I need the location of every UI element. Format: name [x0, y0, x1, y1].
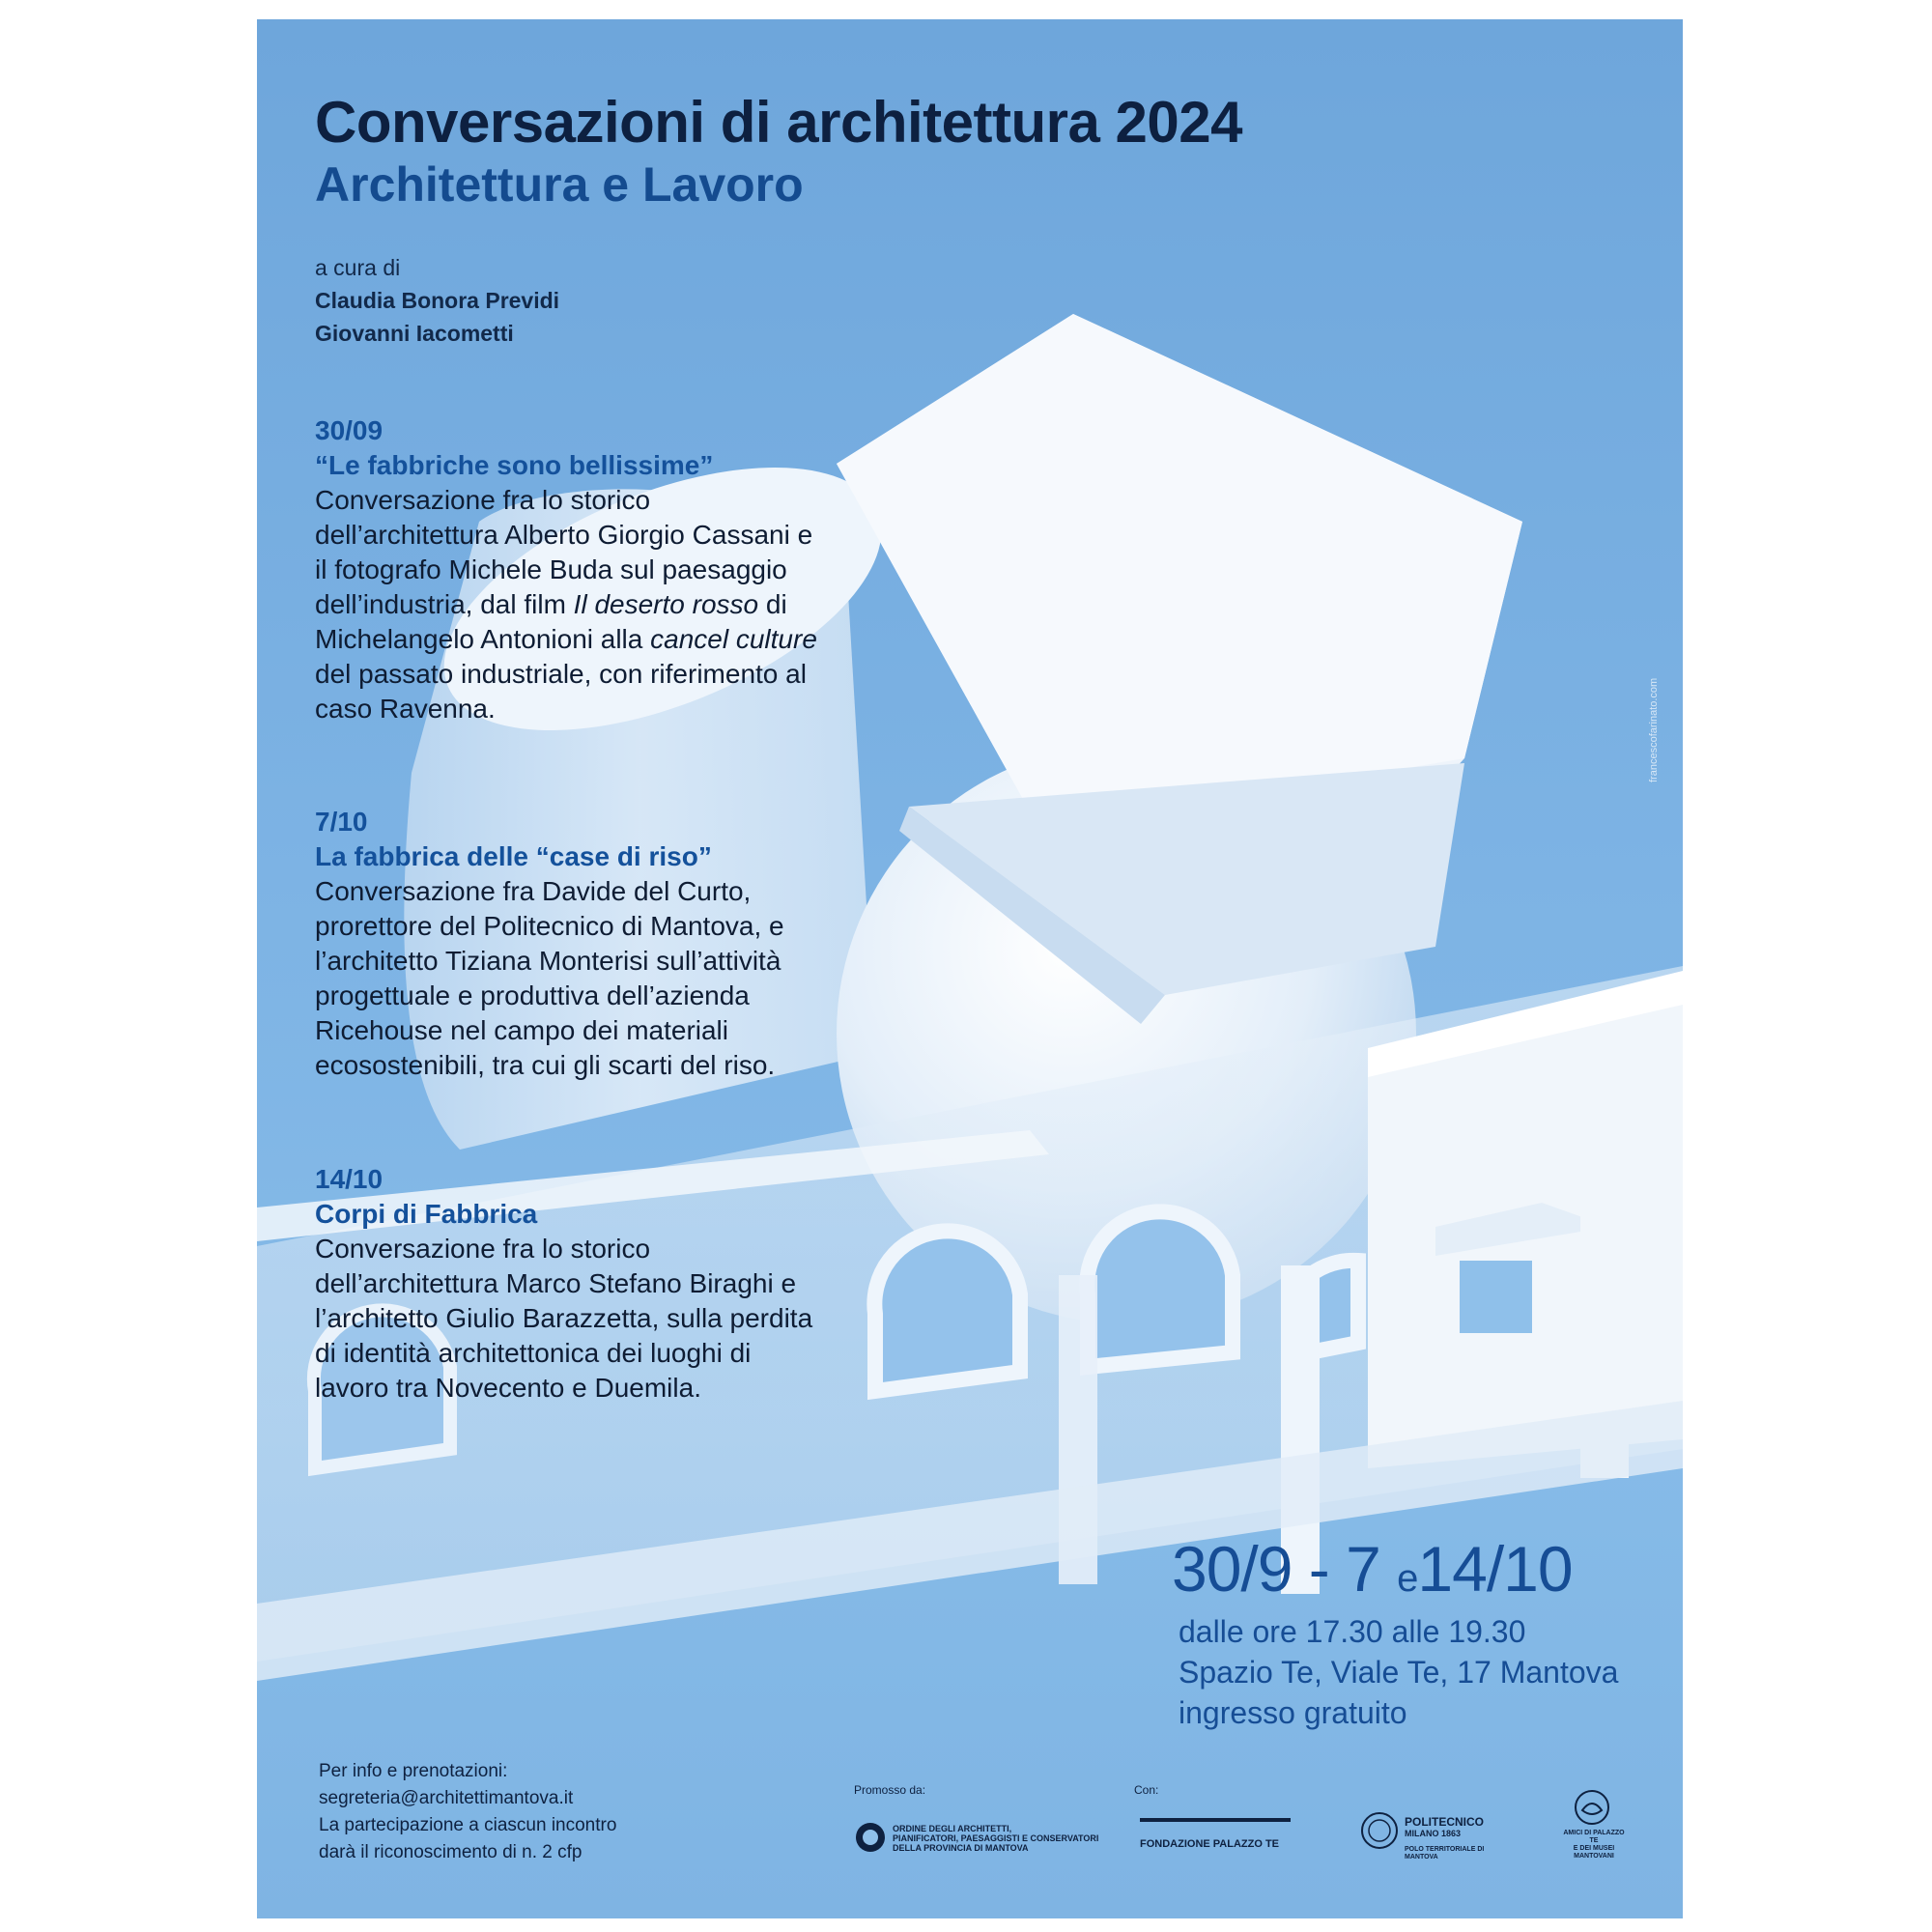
info-label: Per info e prenotazioni: [319, 1761, 508, 1781]
fondazione-rule [1140, 1818, 1291, 1822]
ordine-logo-icon [854, 1821, 887, 1854]
event-heading: “Le fabbriche sono bellissime” [315, 450, 714, 480]
with-label: Con: [1134, 1783, 1159, 1797]
film-title: Il deserto rosso [573, 589, 759, 619]
info-note: La partecipazione a ciascun incontro [319, 1815, 617, 1835]
logo-text-line: POLO TERRITORIALE DI [1405, 1846, 1485, 1853]
logo-text-line: MILANO 1863 [1405, 1829, 1462, 1838]
logo-text-line: E DEI MUSEI MANTOVANI [1573, 1845, 1615, 1860]
amici-logo [1563, 1830, 1625, 1861]
curators-label: a cura di [315, 255, 401, 280]
dates-part: 30/9 - 7 [1172, 1533, 1380, 1605]
politecnico-seal-icon [1360, 1811, 1399, 1850]
event-text: Conversazione fra lo storico dell’architettura Alberto Giorgio Cassani e il fotografo Michele Buda sul paesaggio dell’industria, dal film [315, 485, 813, 619]
event-date: 30/09 [315, 415, 384, 445]
event-description: Conversazione fra lo storico dell’architettura Marco Stefano Biraghi e l’architetto Giulio Barazzetta, sulla perdita di identità architettonica dei luoghi di lavoro tra Novecento e Duemila. [315, 1234, 813, 1403]
politecnico-logo [1405, 1816, 1484, 1861]
event-description [315, 483, 817, 726]
event-item [315, 805, 817, 1083]
curators-block [315, 251, 559, 350]
dates-part: 14/10 [1417, 1533, 1573, 1605]
event-date: 7/10 [315, 807, 368, 837]
logo-text-line: DELLA PROVINCIA DI MANTOVA [893, 1843, 1029, 1853]
logo-text-line: ORDINE DEGLI ARCHITETTI, [893, 1824, 1012, 1833]
poster [257, 19, 1683, 1918]
info-email[interactable]: segreteria@architettimantova.it [319, 1788, 574, 1808]
amici-emblem-icon [1574, 1789, 1610, 1826]
info-note: darà il riconoscimento di n. 2 cfp [319, 1842, 582, 1862]
event-description: Conversazione fra Davide del Curto, prorettore del Politecnico di Mantova, e l’architetto Tiziana Monterisi sull’attività progettuale e produttiva dell’azienda Ricehouse nel campo dei materiali ecosostenibili, tra cui gli scarti del riso. [315, 876, 784, 1080]
logo-text-line: PIANIFICATORI, PAESAGGISTI E CONSERVATORI [893, 1833, 1099, 1843]
info-block [319, 1758, 616, 1866]
event-heading: La fabbrica delle “case di riso” [315, 841, 712, 871]
event-heading: Corpi di Fabbrica [315, 1199, 538, 1229]
logo-text-line: POLITECNICO [1405, 1815, 1485, 1829]
schedule-entry: ingresso gratuito [1179, 1695, 1407, 1730]
event-dates-large [1172, 1532, 1573, 1605]
event-text: di Michelangelo Antonioni alla [315, 589, 787, 654]
logo-text-line: AMICI DI PALAZZO TE [1563, 1830, 1625, 1844]
curator-name: Giovanni Iacometti [315, 321, 514, 346]
ordine-logo [893, 1824, 1098, 1853]
curator-name: Claudia Bonora Previdi [315, 288, 560, 313]
fondazione-logo: FONDAZIONE PALAZZO TE [1140, 1838, 1280, 1850]
schedule-details [1179, 1611, 1618, 1733]
event-date: 14/10 [315, 1164, 384, 1194]
page-subtitle: Architettura e Lavoro [315, 157, 804, 212]
logo-text-line: MANTOVA [1405, 1854, 1438, 1861]
event-text: del passato industriale, con riferimento al caso Ravenna. [315, 659, 807, 724]
page-title: Conversazioni di architettura 2024 [315, 90, 1242, 155]
photo-credit: francescofarinato.com [1648, 677, 1660, 782]
schedule-place: Spazio Te, Viale Te, 17 Mantova [1179, 1655, 1619, 1690]
italic-term: cancel culture [650, 624, 817, 654]
event-item [315, 413, 817, 726]
schedule-time: dalle ore 17.30 alle 19.30 [1179, 1614, 1526, 1649]
dates-conjunction: e [1397, 1557, 1418, 1600]
promoted-label: Promosso da: [854, 1783, 926, 1797]
event-item [315, 1162, 817, 1406]
